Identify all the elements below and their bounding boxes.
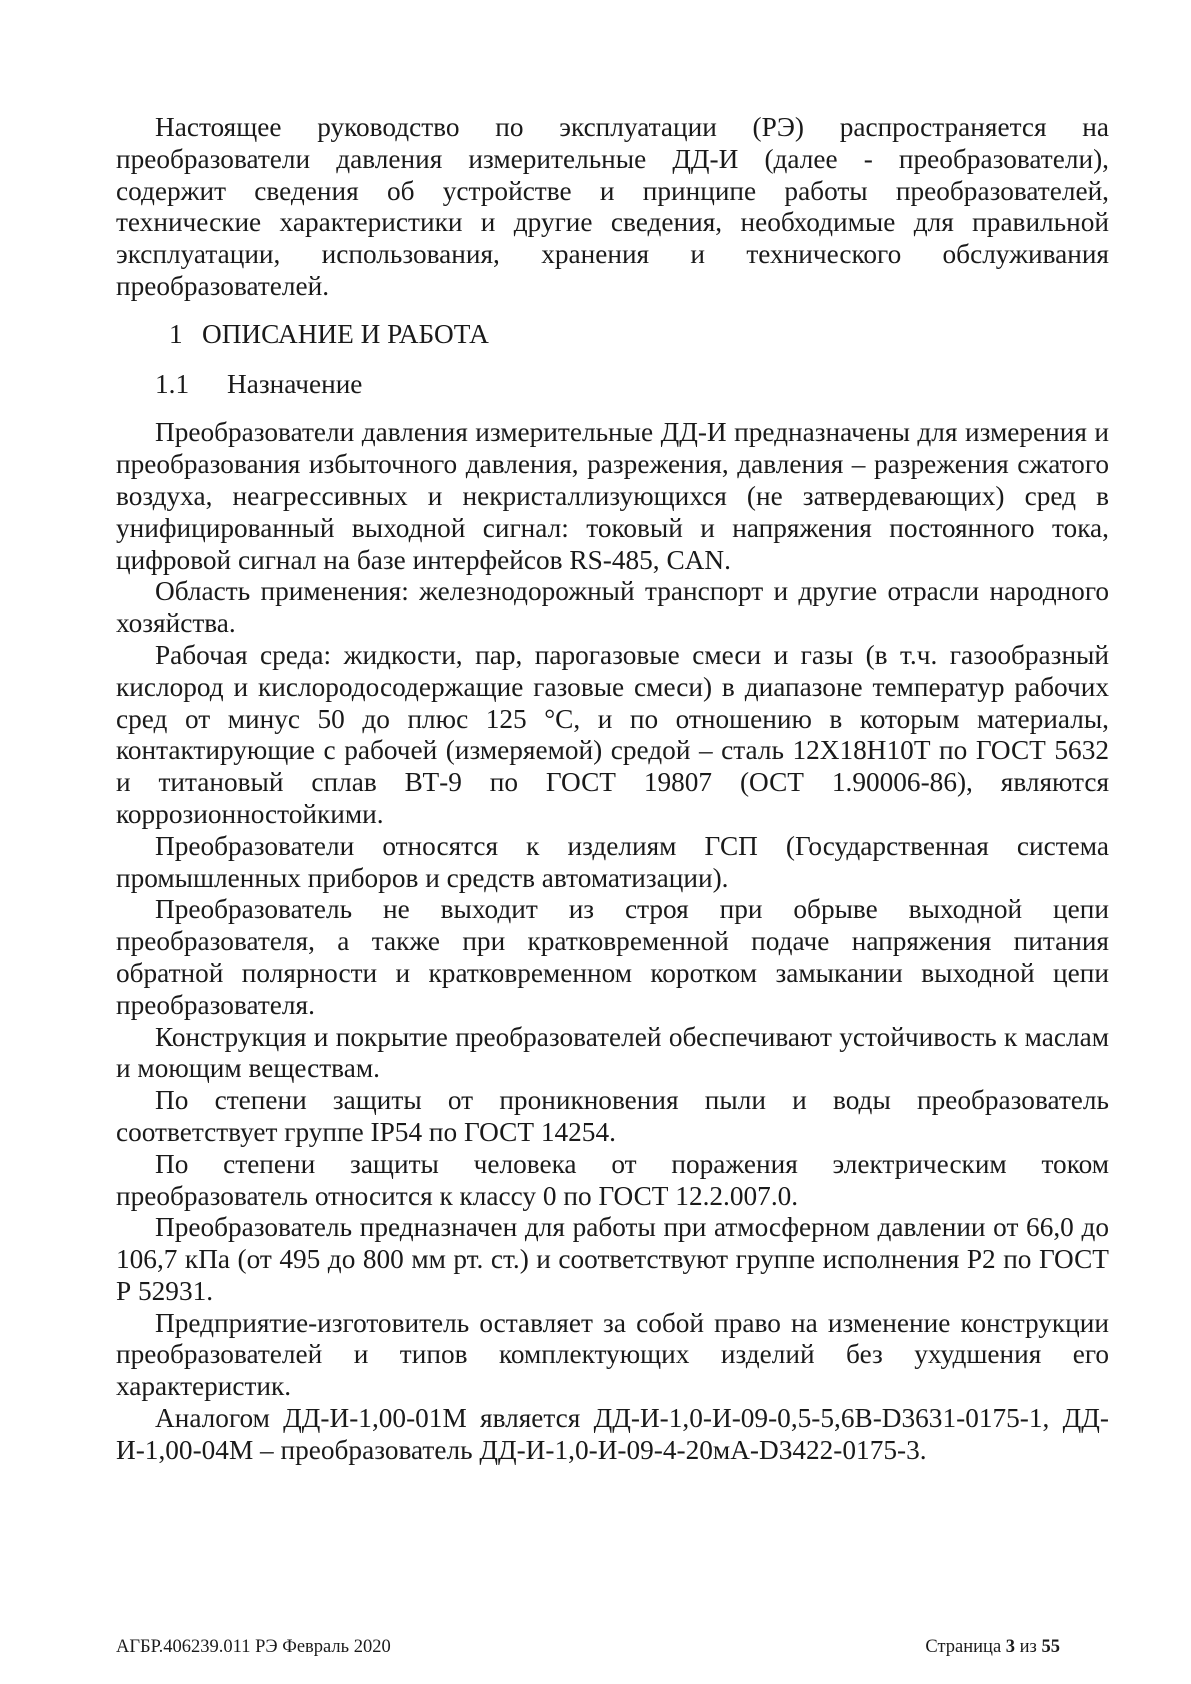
paragraph-fault-tolerance: Преобразователь не выходит из строя при обрыве выходной цепи преобразователя, а также при кратковременной подаче напряжения питания обратной полярности и кратковременном коротком замыкании выходной цепи преобразователя. [116, 894, 1109, 1020]
paragraph-manufacturer-rights: Предприятие-изготовитель оставляет за собой право на изменение конструкции преобразователей и типов комплектующих изделий без ухудшения его характеристик. [116, 1307, 1109, 1402]
page-word: Страница [925, 1637, 1002, 1657]
paragraph-working-medium: Рабочая среда: жидкости, пар, парогазовые смеси и газы (в т.ч. газообразный кислород и кислородосодержащие газовые смеси) в диапазоне температур рабочих сред от минус 50 до плюс 125 °С, и по отношению в которым материалы, контактирующие с рабочей (измеряемой) средой – сталь 12Х18Н10Т по ГОСТ 5632 и титановый сплав ВТ-9 по ГОСТ 19807 (ОСТ 1.90006-86), являются коррозионностойкими. [116, 639, 1109, 829]
paragraph-purpose: Преобразователи давления измерительные ДД-И предназначены для измерения и преобразования избыточного давления, разрежения, давления – разрежения сжатого воздуха, неагрессивных и некристаллизующихся (не затвердевающих) сред в унифицированный выходной сигнал: токовый и напряжения постоянного тока, цифровой сигнал на базе интерфейсов RS-485, CAN. [116, 417, 1109, 575]
intro-paragraph: Настоящее руководство по эксплуатации (РЭ) распространяется на преобразователи давления измерительные ДД-И (далее - преобразователи), содержит сведения об устройстве и принципе работы преобразователей, технические характеристики и другие сведения, необходимые для правильной эксплуатации, использования, хранения и технического обслуживания преобразователей. [116, 112, 1109, 301]
section-number: 1 [169, 318, 183, 349]
subsection-title: Назначение [227, 368, 363, 399]
section-title: ОПИСАНИЕ И РАБОТА [202, 318, 489, 349]
paragraph-application-area: Область применения: железнодорожный транспорт и другие отрасли народного хозяйства. [116, 576, 1109, 639]
paragraph-ip-protection: По степени защиты от проникновения пыли и воды преобразователь соответствует группе IP54 по ГОСТ 14254. [116, 1085, 1109, 1147]
subsection-heading [116, 369, 1109, 401]
of-word: из [1019, 1637, 1037, 1657]
page-content [116, 112, 1109, 1467]
subsection-number: 1.1 [155, 368, 190, 399]
paragraph-analogs: Аналогом ДД-И-1,00-01М является ДД-И-1,0-И-09-0,5-5,6В-D3631-0175-1, ДД-И-1,00-04М – преобразователь ДД-И-1,0-И-09-4-20мА-D3422-0175-3. [116, 1403, 1109, 1465]
section-heading [116, 319, 1109, 351]
paragraph-electric-safety: По степени защиты человека от поражения электрическим током преобразователь относится к классу 0 по ГОСТ 12.2.007.0. [116, 1148, 1109, 1211]
document-code: АГБР.406239.011 РЭ Февраль 2020 [116, 1637, 391, 1657]
page-current: 3 [1005, 1637, 1016, 1657]
page-counter [925, 1636, 1060, 1658]
page-total: 55 [1041, 1637, 1060, 1657]
paragraph-oil-resistance: Конструкция и покрытие преобразователей обеспечивают устойчивость к маслам и моющим веществам. [116, 1021, 1109, 1084]
paragraph-gsp: Преобразователи относятся к изделиям ГСП (Государственная система промышленных приборов и средств автоматизации). [116, 830, 1109, 893]
paragraph-atmospheric-pressure: Преобразователь предназначен для работы при атмосферном давлении от 66,0 до 106,7 кПа (от 495 до 800 мм рт. ст.) и соответствуют группе исполнения Р2 по ГОСТ Р 52931. [116, 1212, 1109, 1306]
page-footer [116, 1636, 1060, 1658]
